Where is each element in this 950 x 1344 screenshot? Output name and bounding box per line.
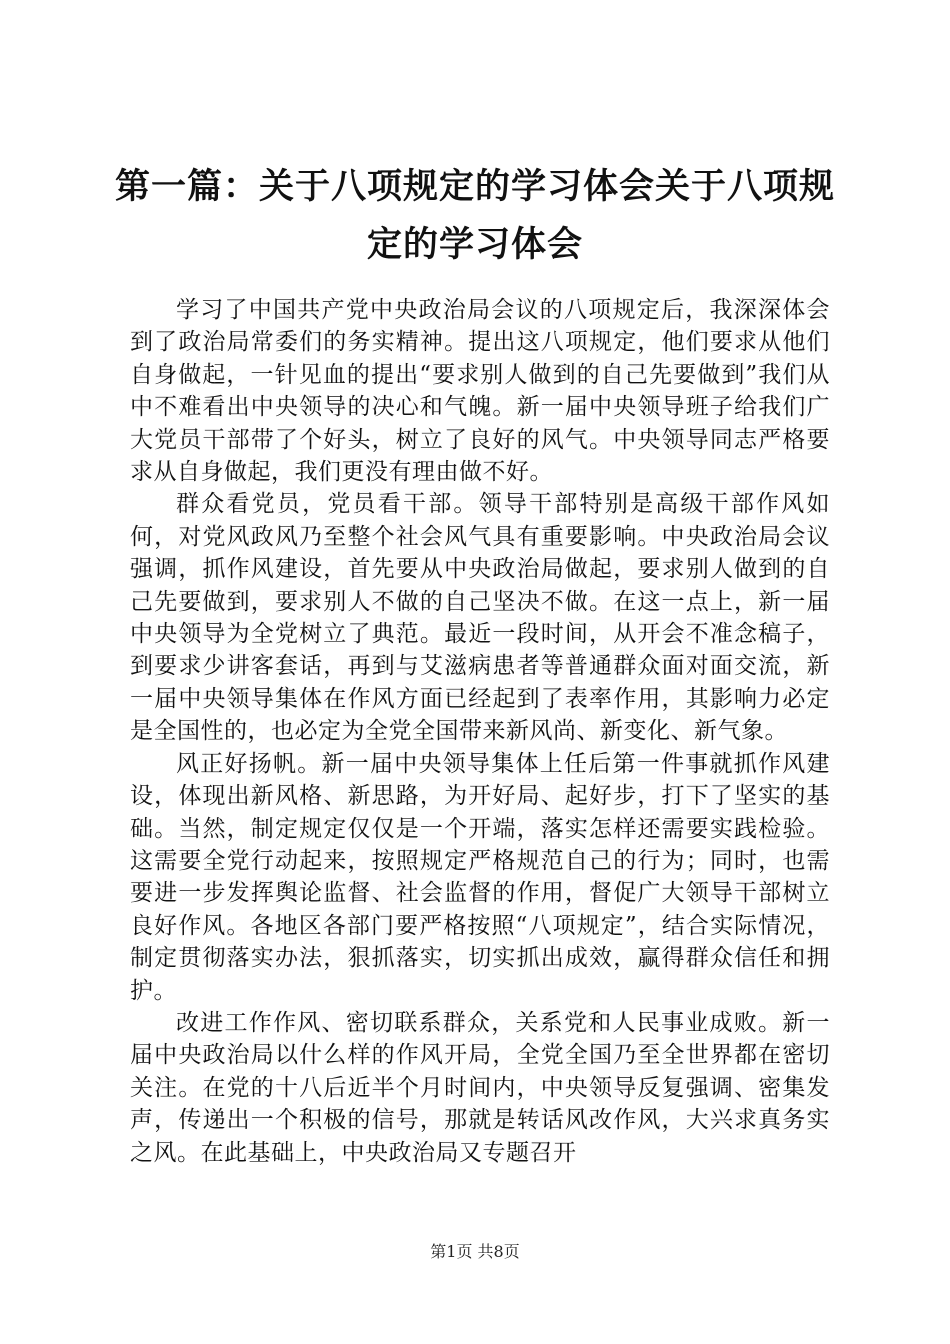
document-body — [130, 294, 830, 1169]
document-title: 第一篇：关于八项规定的学习体会关于八项规定的学习体会 — [114, 166, 835, 265]
paragraph: 群众看党员，党员看干部。领导干部特别是高级干部作风如何，对党风政风乃至整个社会风气具有重要影响。中央政治局会议强调，抓作风建设，首先要从中央政治局做起，要求别人做到的自己先要做到，要求别人不做的自己坚决不做。在这一点上，新一届中央领导为全党树立了典范。最近一段时间，从开会不准念稿子，到要求少讲客套话，再到与艾滋病患者等普通群众面对面交流，新一届中央领导集体在作风方面已经起到了表率作用，其影响力必定是全国性的，也必定为全党全国带来新风尚、新变化、新气象。 — [130, 491, 830, 745]
paragraph: 风正好扬帆。新一届中央领导集体上任后第一件事就抓作风建设，体现出新风格、新思路，为开好局、起好步，打下了坚实的基础。当然，制定规定仅仅是一个开端，落实怎样还需要实践检验。这需要全党行动起来，按照规定严格规范自己的行为；同时，也需要进一步发挥舆论监督、社会监督的作用，督促广大领导干部树立良好作风。各地区各部门要严格按照“八项规定”，结合实际情况，制定贯彻落实办法，狠抓落实，切实抓出成效，赢得群众信任和拥护。 — [130, 750, 830, 1004]
paragraph: 改进工作作风、密切联系群众，关系党和人民事业成败。新一届中央政治局以什么样的作风开局，全党全国乃至全世界都在密切关注。在党的十八后近半个月时间内，中央领导反复强调、密集发声，传递出一个积极的信号，那就是转话风改作风，大兴求真务实之风。在此基础上，中央政治局又专题召开 — [130, 1009, 830, 1166]
paragraph: 学习了中国共产党中央政治局会议的八项规定后，我深深体会到了政治局常委们的务实精神。提出这八项规定，他们要求从他们自身做起，一针见血的提出“要求别人做到的自己先要做到”我们从中不难看出中央领导的决心和气魄。新一届中央领导班子给我们广大党员干部带了个好头，树立了良好的风气。中央领导同志严格要求从自身做起，我们更没有理由做不好。 — [130, 297, 830, 486]
page-footer: 第1页 共8页 — [430, 1242, 520, 1261]
